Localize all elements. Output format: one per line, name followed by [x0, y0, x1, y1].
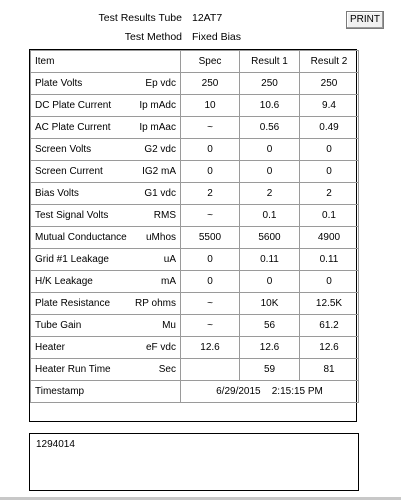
print-button[interactable]: PRINT	[346, 11, 384, 29]
column-header-item: Item	[31, 51, 181, 73]
parameter-unit: IG2 mA	[142, 166, 176, 177]
parameter-name: Screen Current	[35, 166, 103, 177]
timestamp-time: 2:15:15 PM	[271, 386, 323, 397]
table-row	[31, 139, 359, 161]
parameter-name: Heater	[35, 342, 66, 353]
result-2-value: 61.2	[300, 315, 359, 337]
timestamp-date: 6/29/2015	[216, 386, 261, 397]
table-row	[31, 183, 359, 205]
parameter-unit: RMS	[153, 210, 176, 221]
parameter-name: Bias Volts	[35, 188, 79, 199]
parameter-unit: Mu	[162, 320, 176, 331]
table-row	[31, 73, 359, 95]
parameter-unit: G1 vdc	[144, 188, 176, 199]
table-row	[31, 315, 359, 337]
row-parameter	[31, 315, 181, 337]
notes-textbox[interactable]	[29, 433, 359, 491]
spec-value: 0	[181, 271, 240, 293]
parameter-name: Test Signal Volts	[35, 210, 109, 221]
result-1-value: 12.6	[240, 337, 300, 359]
parameter-name: Tube Gain	[35, 320, 82, 331]
result-1-value: 0.1	[240, 205, 300, 227]
table-row	[31, 293, 359, 315]
method-label: Test Method	[124, 31, 182, 43]
table-row	[31, 161, 359, 183]
column-header-result-2: Result 2	[300, 51, 359, 73]
parameter-name: DC Plate Current	[35, 100, 112, 111]
table-row	[31, 95, 359, 117]
spec-value: ~	[181, 315, 240, 337]
row-parameter	[31, 117, 181, 139]
column-header-result-1: Result 1	[240, 51, 300, 73]
parameter-name: AC Plate Current	[35, 122, 111, 133]
method-value: Fixed Bias	[192, 31, 242, 43]
result-1-value: 10K	[240, 293, 300, 315]
parameter-name: Heater Run Time	[35, 364, 111, 375]
spec-value: ~	[181, 205, 240, 227]
parameter-unit: mA	[161, 276, 176, 287]
spec-value: 10	[181, 95, 240, 117]
table-row	[31, 359, 359, 381]
result-2-value: 81	[300, 359, 359, 381]
parameter-unit: uMhos	[145, 232, 176, 243]
table-row	[31, 249, 359, 271]
spec-value: 0	[181, 249, 240, 271]
result-2-value: 4900	[300, 227, 359, 249]
row-parameter	[31, 95, 181, 117]
column-header-spec: Spec	[181, 51, 240, 73]
parameter-name: Plate Volts	[35, 78, 83, 89]
result-1-value: 250	[240, 73, 300, 95]
results-table	[30, 50, 359, 403]
parameter-unit: Sec	[158, 364, 176, 375]
results-table-panel	[29, 49, 357, 422]
result-1-value: 0.11	[240, 249, 300, 271]
result-2-value: 12.6	[300, 337, 359, 359]
row-parameter	[31, 249, 181, 271]
result-1-value: 10.6	[240, 95, 300, 117]
result-2-value: 0.1	[300, 205, 359, 227]
tube-label: Test Results Tube	[98, 12, 182, 24]
parameter-name: Mutual Conductance	[35, 232, 127, 243]
result-1-value: 0	[240, 271, 300, 293]
table-row	[31, 227, 359, 249]
row-parameter	[31, 205, 181, 227]
parameter-unit: Ip mAac	[139, 122, 176, 133]
result-2-value: 0	[300, 139, 359, 161]
parameter-unit: G2 vdc	[144, 144, 176, 155]
spec-value: 0	[181, 161, 240, 183]
table-row	[31, 337, 359, 359]
row-parameter	[31, 293, 181, 315]
table-row	[31, 271, 359, 293]
result-1-value: 59	[240, 359, 300, 381]
table-header-row	[31, 51, 359, 73]
row-parameter	[31, 161, 181, 183]
result-2-value: 9.4	[300, 95, 359, 117]
result-2-value: 0	[300, 161, 359, 183]
row-parameter	[31, 271, 181, 293]
row-parameter	[31, 73, 181, 95]
parameter-unit: eF vdc	[145, 342, 176, 353]
result-1-value: 0.56	[240, 117, 300, 139]
spec-value: 12.6	[181, 337, 240, 359]
result-2-value: 0	[300, 271, 359, 293]
row-parameter	[31, 337, 181, 359]
parameter-unit: RP ohms	[135, 298, 176, 309]
timestamp-row	[31, 381, 359, 403]
result-2-value: 250	[300, 73, 359, 95]
parameter-name: H/K Leakage	[35, 276, 93, 287]
parameter-name: Grid #1 Leakage	[35, 254, 109, 265]
parameter-name: Screen Volts	[35, 144, 92, 155]
spec-value: 250	[181, 73, 240, 95]
spec-value: ~	[181, 293, 240, 315]
row-parameter	[31, 183, 181, 205]
result-2-value: 12.5K	[300, 293, 359, 315]
tube-value: 12AT7	[192, 12, 223, 24]
row-parameter	[31, 359, 181, 381]
row-parameter	[31, 139, 181, 161]
parameter-unit: Ip mAdc	[139, 100, 176, 111]
result-2-value: 0.49	[300, 117, 359, 139]
result-1-value: 0	[240, 161, 300, 183]
spec-value	[181, 359, 240, 381]
spec-value: 2	[181, 183, 240, 205]
row-parameter	[31, 227, 181, 249]
spec-value: 5500	[181, 227, 240, 249]
table-row	[31, 117, 359, 139]
notes-text: 1294014	[36, 439, 75, 450]
table-row	[31, 205, 359, 227]
spec-value: 0	[181, 139, 240, 161]
result-1-value: 0	[240, 139, 300, 161]
result-1-value: 2	[240, 183, 300, 205]
spec-value: ~	[181, 117, 240, 139]
parameter-unit: uA	[163, 254, 176, 265]
result-2-value: 2	[300, 183, 359, 205]
result-1-value: 5600	[240, 227, 300, 249]
parameter-unit: Ep vdc	[145, 78, 176, 89]
result-1-value: 56	[240, 315, 300, 337]
parameter-name: Plate Resistance	[35, 298, 111, 309]
timestamp-value	[181, 381, 359, 403]
timestamp-label: Timestamp	[31, 381, 181, 403]
result-2-value: 0.11	[300, 249, 359, 271]
